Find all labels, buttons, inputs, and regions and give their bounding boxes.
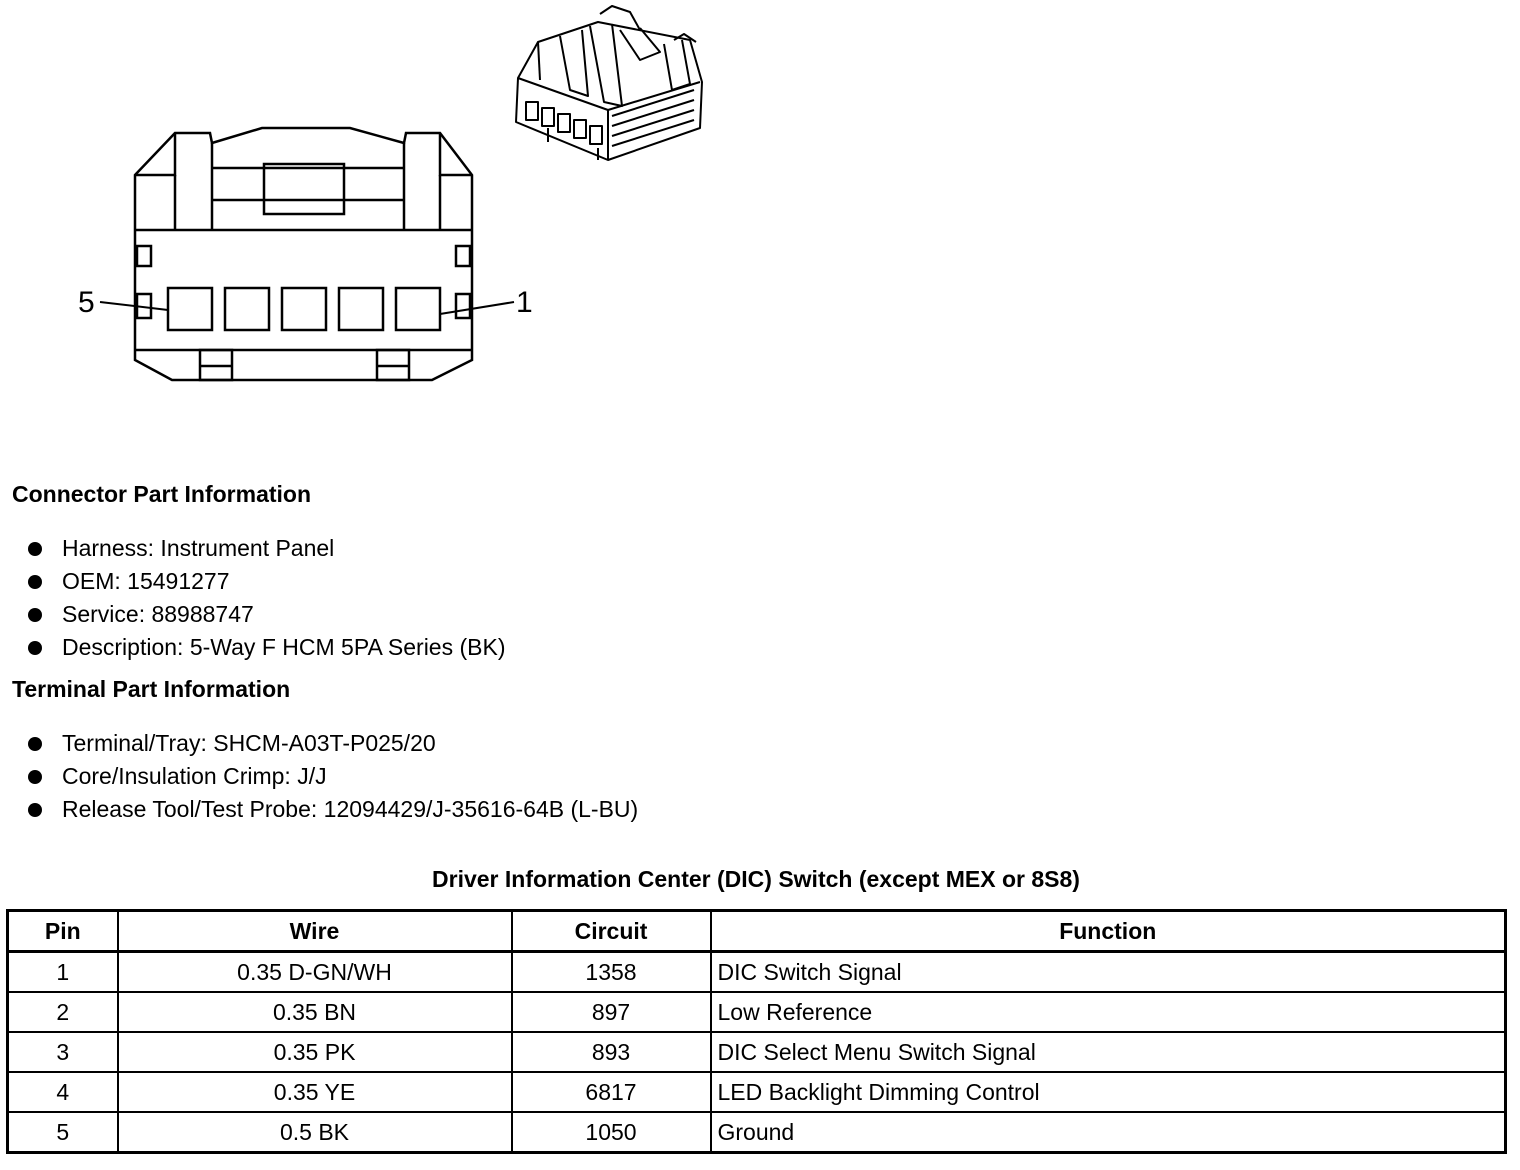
- bullet-icon: [28, 542, 42, 556]
- table-row: [8, 992, 1506, 1032]
- bullet-icon: [28, 608, 42, 622]
- function-cell: DIC Select Menu Switch Signal: [711, 1032, 1506, 1072]
- list-item: Harness: Instrument Panel: [28, 532, 506, 565]
- circuit-cell: 6817: [512, 1072, 711, 1112]
- circuit-cell: 1358: [512, 952, 711, 993]
- cavity-1: [396, 288, 440, 330]
- connector-part-heading: Connector Part Information: [12, 481, 312, 507]
- terminal-part-heading: Terminal Part Information: [12, 676, 291, 702]
- list-item: Core/Insulation Crimp: J/J: [28, 760, 638, 793]
- connector-3d-view: [516, 6, 702, 160]
- function-cell: Ground: [711, 1112, 1506, 1153]
- column-header-pin: Pin: [8, 911, 118, 952]
- table-row: [8, 1072, 1506, 1112]
- list-item: Release Tool/Test Probe: 12094429/J-35616-64B (L-BU): [28, 793, 638, 826]
- list-item: Description: 5-Way F HCM 5PA Series (BK): [28, 631, 506, 664]
- pin-cell: 5: [8, 1112, 118, 1153]
- wire-cell: 0.35 BN: [118, 992, 512, 1032]
- pin-5-label: 5: [78, 286, 95, 319]
- terminal-part-list: [28, 727, 638, 826]
- pinout-table: [6, 909, 1507, 1154]
- bullet-icon: [28, 737, 42, 751]
- bullet-icon: [28, 575, 42, 589]
- wire-cell: 0.35 PK: [118, 1032, 512, 1072]
- circuit-cell: 893: [512, 1032, 711, 1072]
- bullet-icon: [28, 770, 42, 784]
- function-cell: Low Reference: [711, 992, 1506, 1032]
- bullet-icon: [28, 803, 42, 817]
- pin-cell: 4: [8, 1072, 118, 1112]
- pin-cell: 3: [8, 1032, 118, 1072]
- column-header-function: Function: [711, 911, 1506, 952]
- table-title: Driver Information Center (DIC) Switch (except MEX or 8S8): [432, 866, 1080, 892]
- function-cell: LED Backlight Dimming Control: [711, 1072, 1506, 1112]
- pin-1-label: 1: [516, 286, 533, 319]
- bullet-icon: [28, 641, 42, 655]
- function-cell: DIC Switch Signal: [711, 952, 1506, 993]
- circuit-cell: 1050: [512, 1112, 711, 1153]
- list-item: Service: 88988747: [28, 598, 506, 631]
- circuit-cell: 897: [512, 992, 711, 1032]
- column-header-wire: Wire: [118, 911, 512, 952]
- cavity-5: [168, 288, 212, 330]
- table-row: [8, 1112, 1506, 1153]
- pin-1-leader-line: [440, 302, 514, 314]
- cavity-4: [225, 288, 269, 330]
- pin-cell: 2: [8, 992, 118, 1032]
- wire-cell: 0.5 BK: [118, 1112, 512, 1153]
- column-header-circuit: Circuit: [512, 911, 711, 952]
- list-item: Terminal/Tray: SHCM-A03T-P025/20: [28, 727, 638, 760]
- cavity-2: [339, 288, 383, 330]
- connector-front-view: [100, 128, 514, 380]
- table-row: [8, 952, 1506, 993]
- cavity-3: [282, 288, 326, 330]
- connector-diagram: [0, 0, 760, 420]
- table-header-row: [8, 911, 1506, 952]
- list-item: OEM: 15491277: [28, 565, 506, 598]
- table-row: [8, 1032, 1506, 1072]
- terminal-cavities: [168, 288, 440, 330]
- pin-cell: 1: [8, 952, 118, 993]
- wire-cell: 0.35 D-GN/WH: [118, 952, 512, 993]
- wire-cell: 0.35 YE: [118, 1072, 512, 1112]
- connector-part-list: [28, 532, 506, 664]
